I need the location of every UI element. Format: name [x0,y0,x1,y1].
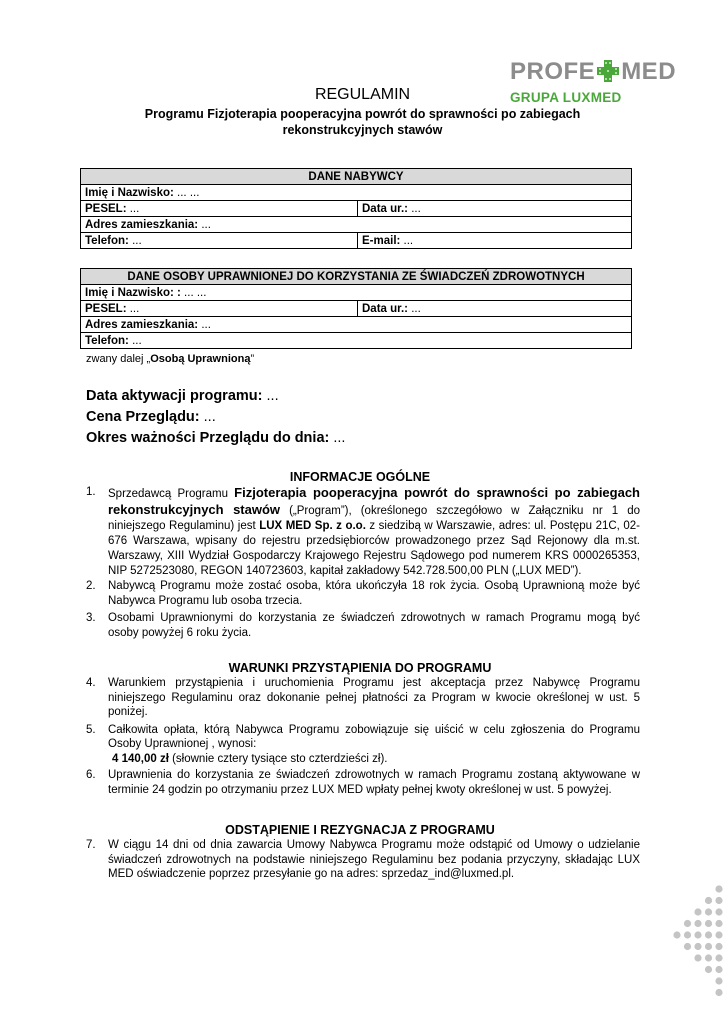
buyer-address-value: ... [198,218,211,231]
clause-5: 5. Całkowita opłata, którą Nabywca Programu zobowiązuje się uiścić w celu zgłoszenia do Programu Osoby Uprawnionej , wynosi: 4 140,00 zł (słownie cztery tysiące sto czterdzieści zł). [86,723,640,765]
authorized-address-value: ... [198,318,211,331]
section-heading-join: WARUNKI PRZYSTĄPIENIA DO PROGRAMU [228,661,492,675]
decor-dot [694,943,701,950]
authorized-heading: DANE OSOBY UPRAWNIONEJ DO KORZYSTANIA ZE ŚWIADCZEŃ ZDROWOTNYCH [81,269,632,285]
validity-line: Okres ważności Przeglądu do dnia: ... [86,430,346,446]
buyer-pesel-field[interactable] [81,201,358,217]
decor-dot [705,931,712,938]
price-line: Cena Przeglądu: ... [86,409,216,425]
buyer-phone-value: ... [128,234,142,247]
document-subtitle: Programu Fizjoterapia pooperacyjna powrót do sprawności po zabiegach rekonstrukcyjnych stawów [144,107,581,137]
buyer-address-label: Adres zamieszkania: [85,218,199,231]
buyer-dob-value: ... [408,202,421,215]
buyer-address-field[interactable] [81,217,632,233]
buyer-data-table [80,168,632,249]
authorized-address-label: Adres zamieszkania: [85,318,199,331]
logo-wordmark: PROFE MED [510,58,677,85]
decor-dot [715,954,722,961]
decor-dot [694,908,701,915]
logo-group-name: GRUPA LUXMED [510,90,622,105]
authorized-pesel-label: PESEL: [85,302,127,315]
title-block [0,86,725,138]
buyer-email-label: E-mail: [362,234,401,247]
buyer-phone-label: Telefon: [85,234,129,247]
buyer-name-label: Imię i Nazwisko: [85,186,174,199]
decor-dot [705,897,712,904]
called-note: zwany dalej „Osobą Uprawnioną” [86,353,255,365]
authorized-name-field[interactable] [81,285,632,301]
decor-dot [705,920,712,927]
decor-dot [715,908,722,915]
decor-dot [715,920,722,927]
decor-dot [705,954,712,961]
document-title: REGULAMIN [314,86,411,103]
decor-dot [684,943,691,950]
authorized-name-value: ... ... [180,286,207,299]
decor-dot [694,931,701,938]
buyer-name-field[interactable] [81,185,632,201]
buyer-pesel-value: ... [126,202,140,215]
buyer-heading: DANE NABYWCY [81,169,632,185]
buyer-pesel-label: PESEL: [85,202,127,215]
clause-4: 4. Warunkiem przystąpienia i uruchomienia Programu jest akceptacja przez Nabywcę Programu niniejszego Regulaminu oraz dokonanie pełnej płatności za Program w kwocie określonej w ust. 5 poniżej. [86,677,640,718]
authorized-dob-field[interactable] [358,301,632,317]
decor-dot [705,908,712,915]
buyer-dob-label: Data ur.: [362,202,409,215]
withdrawal-clauses [80,838,640,882]
decor-dot [705,966,712,973]
decorative-dots-pattern [672,884,724,1004]
authorized-dob-value: ... [408,302,421,315]
decor-dot [715,989,722,996]
decor-dot [673,931,680,938]
section-heading-general: INFORMACJE OGÓLNE [289,470,431,484]
authorized-phone-field[interactable] [81,333,632,349]
buyer-dob-field[interactable] [358,201,632,217]
buyer-phone-field[interactable] [81,233,358,249]
buyer-name-value: ... ... [173,186,200,199]
decor-dot [715,885,722,892]
decor-dot [694,954,701,961]
medical-cross-icon [597,60,619,82]
authorized-name-label: Imię i Nazwisko: : [85,286,181,299]
decor-dot [694,920,701,927]
join-clauses [80,676,640,797]
clause-2: 2. Nabywcą Programu może zostać osoba, która ukończyła 18 rok życia. Osobą Uprawnioną może być Nabywca Programu lub osoba trzecia. [86,580,640,607]
authorized-address-field[interactable] [81,317,632,333]
fee-amount: 4 140,00 zł [112,752,169,765]
authorized-pesel-value: ... [126,302,140,315]
authorized-term: Osobą Uprawnioną [150,353,251,365]
decor-dot [684,931,691,938]
decor-dot [715,943,722,950]
activation-date-line: Data aktywacji programu: ... [86,388,279,404]
authorized-phone-value: ... [128,334,142,347]
authorized-pesel-field[interactable] [81,301,358,317]
clause-6: 6. Uprawnienia do korzystania ze świadczeń zdrowotnych w ramach Programu zostaną aktywowane w terminie 24 godzin po otrzymaniu przez LUX MED wpłaty pełnej kwoty określonej w ust. 5 powyżej. [86,769,640,796]
decor-dot [715,966,722,973]
section-heading-withdrawal: ODSTĄPIENIE I REZYGNACJA Z PROGRAMU [225,823,495,837]
program-dates [86,386,345,449]
decor-dot [715,897,722,904]
clause-7: 7. W ciągu 14 dni od dnia zawarcia Umowy Nabywca Programu może odstąpić od Umowy o udzielanie świadczeń zdrowotnych na podstawie niniejszego Regulaminu bez podania przyczyny, składając LUX MED oświadczenie poprzez przesyłanie go na adres: sprzedaz_ind@luxmed.pl. [86,839,640,880]
clause-1: 1. Sprzedawcą Programu Fizjoterapia pooperacyjna powrót do sprawności po zabiegach rekonstrukcyjnych stawów („Program”), (określonego szczegółowo w Załączniku nr 1 do niniejszego Regulaminu) jest LUX MED Sp. z o.o. z siedzibą w Warszawie, adres: ul. Postępu 21C, 02-676 Warszawa, wpisany do rejestru przedsiębiorców prowadzonego przez Sąd Rejonowy dla m.st. Warszawy, XIII Wydział Gospodarczy Krajowego Rejestru Sądowego pod numerem KRS 0000265353, NIP 5272523080, REGON 140723603, kapitał zakładowy 542.728.500,00 PLN („LUX MED”). [86,485,641,577]
decor-dot [715,977,722,984]
authorized-phone-label: Telefon: [85,334,129,347]
decor-dot [715,931,722,938]
buyer-email-field[interactable] [358,233,632,249]
authorized-dob-label: Data ur.: [362,302,409,315]
clause-3: 3. Osobami Uprawnionymi do korzystania ze świadczeń zdrowotnych w ramach Programu mogą być osoby powyżej 6 roku życia. [86,612,640,639]
general-clauses [80,485,640,640]
buyer-email-value: ... [400,234,414,247]
decor-dot [684,920,691,927]
decor-dot [705,943,712,950]
authorized-person-table [80,268,632,349]
